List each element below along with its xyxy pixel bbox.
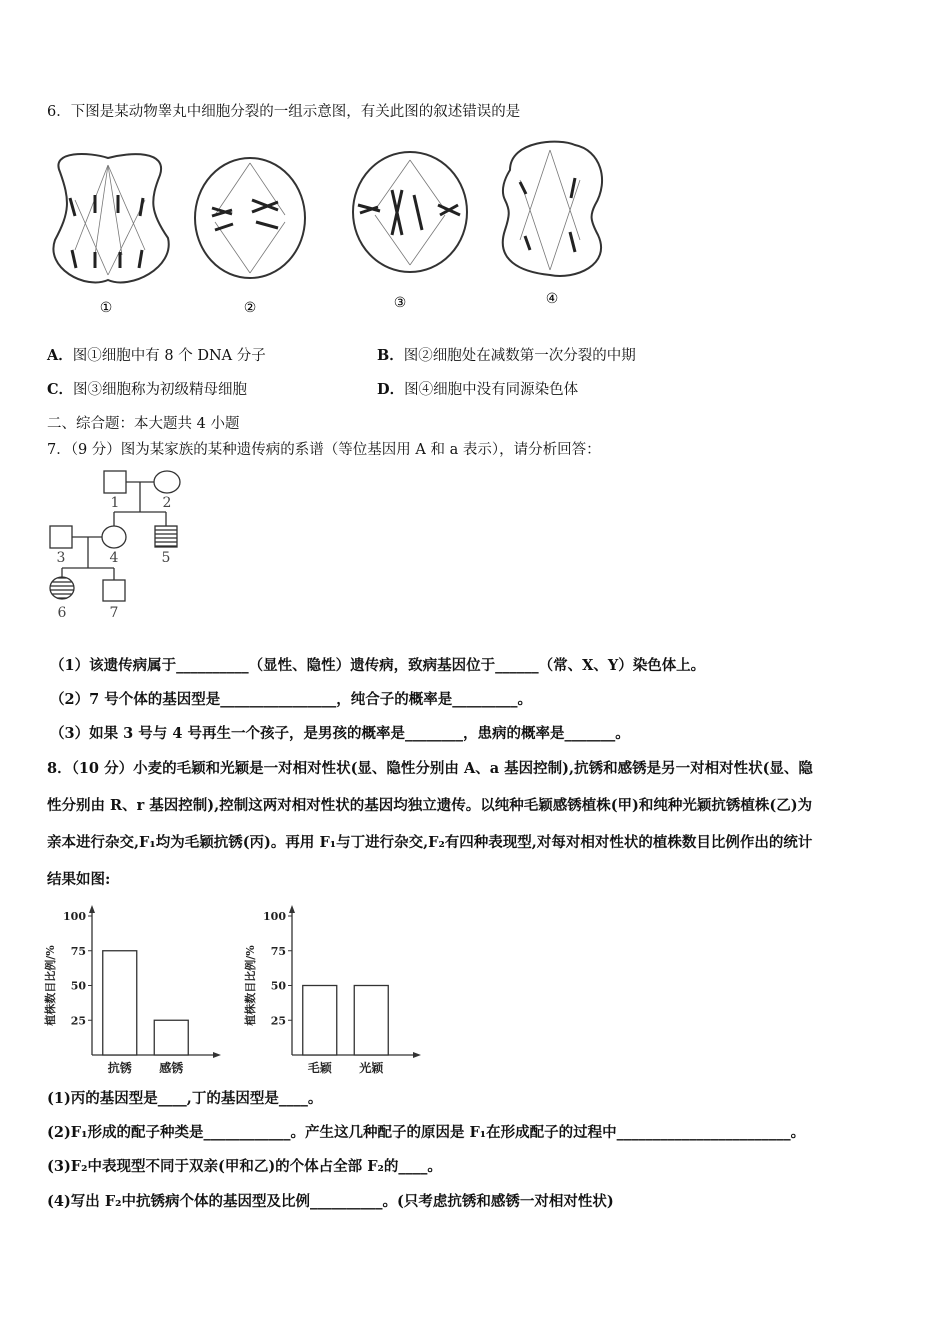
chart-glume-type (240, 900, 440, 1085)
q8-stem-line-3: 亲本进行杂交,F₁均为毛颖抗锈(丙)。再用 F₁与丁进行杂交,F₂有四种表现型,对每对相对性状的植株数目比例作出的统计 (47, 834, 813, 851)
section-2-title: 二、综合题：本大题共 4 小题 (47, 416, 240, 432)
q6-option-d-letter: D． (377, 381, 405, 398)
pedigree-individual-7 (103, 580, 125, 601)
cell-label-2: ② (243, 300, 257, 316)
q7-question-1: （1）该遗传病属于__________（显性、隐性）遗传病，致病基因位于______（常、X、Y）染色体上。 (50, 657, 706, 674)
q6-option-d-text: 图④细胞中没有同源染色体 (404, 382, 579, 398)
q7-question-2: （2）7 号个体的基因型是________________，纯合子的概率是_________。 (50, 691, 532, 708)
q8-stem-line-4: 结果如图: (47, 871, 111, 888)
y-tick-label-100: 100 (263, 910, 286, 923)
x-tick-label-感锈: 感锈 (159, 1061, 184, 1075)
pedigree-individual-4 (102, 526, 126, 548)
x-axis-arrow (213, 1052, 221, 1058)
pedigree-label-4: 4 (109, 550, 119, 566)
x-tick-label-毛颖: 毛颖 (307, 1061, 332, 1075)
x-tick-label-抗锈: 抗锈 (107, 1061, 132, 1075)
y-tick-label-75: 75 (70, 944, 86, 958)
y-axis-arrow (89, 905, 95, 913)
y-axis-label: 植株数目比例/% (44, 945, 57, 1026)
bar-毛颖 (303, 986, 337, 1056)
q7-question-3: （3）如果 3 号与 4 号再生一个孩子，是男孩的概率是________，患病的概率是_______。 (50, 725, 630, 742)
cell-label-4: ④ (545, 291, 559, 307)
y-tick-label-100: 100 (63, 910, 86, 923)
pedigree-label-6: 6 (57, 605, 67, 621)
q6-stem: 6．下图是某动物睾丸中细胞分裂的一组示意图，有关此图的叙述错误的是 (47, 104, 521, 120)
pedigree-label-2: 2 (162, 495, 172, 511)
q8-question-3: (3)F₂中表现型不同于双亲(甲和乙)的个体占全部 F₂的____。 (47, 1158, 442, 1175)
q8-stem-line-1: 8．（10 分）小麦的毛颖和光颖是一对相对性状(显、隐性分别由 A、a 基因控制),抗锈和感锈是另一对相对性状(显、隐 (47, 760, 813, 777)
q8-question-1: (1)丙的基因型是____,丁的基因型是____。 (47, 1090, 323, 1107)
q7-stem: 7．（9 分）图为某家族的某种遗传病的系谱（等位基因用 A 和 a 表示），请分析回答： (47, 442, 601, 458)
pedigree-label-5: 5 (161, 550, 171, 566)
y-axis-arrow (289, 905, 295, 913)
bar-光颖 (354, 986, 388, 1056)
y-tick-label-50: 50 (70, 979, 86, 993)
pedigree-individual-5 (155, 526, 177, 547)
y-tick-label-25: 25 (70, 1014, 86, 1028)
q8-stem-line-2: 性分别由 R、r 基因控制),控制这两对相对性状的基因均独立遗传。以纯种毛颖感锈植株(甲)和纯种光颖抗锈植株(乙)为 (47, 797, 813, 814)
q6-option-c-text: 图③细胞称为初级精母细胞 (73, 382, 248, 398)
pedigree-individual-3 (50, 526, 72, 548)
pedigree-individual-1 (104, 471, 126, 493)
q6-option-b-text: 图②细胞处在减数第一次分裂的中期 (403, 348, 636, 364)
q6-option-a-text: 图①细胞中有 8 个 DNA 分子 (72, 348, 266, 364)
q8-question-4: (4)写出 F₂中抗锈病个体的基因型及比例__________。(只考虑抗锈和感锈一对相对性状) (47, 1193, 614, 1210)
pedigree-chart (0, 0, 950, 640)
cell-label-1: ① (99, 300, 113, 316)
pedigree-individual-2 (154, 471, 180, 493)
x-axis-arrow (413, 1052, 421, 1058)
q8-question-2: (2)F₁形成的配子种类是____________。产生这几种配子的原因是 F₁在形成配子的过程中________________________。 (47, 1124, 806, 1141)
bar-感锈 (154, 1020, 188, 1055)
y-tick-label-50: 50 (270, 979, 286, 993)
y-axis-label: 植株数目比例/% (244, 945, 257, 1026)
chart-rust-resistance (40, 900, 240, 1085)
pedigree-label-7: 7 (109, 605, 119, 621)
x-tick-label-光颖: 光颖 (359, 1061, 384, 1075)
y-tick-label-25: 25 (270, 1014, 286, 1028)
pedigree-label-1: 1 (110, 495, 120, 511)
pedigree-label-3: 3 (56, 550, 66, 566)
q6-option-a-letter: A． (47, 347, 73, 364)
y-tick-label-75: 75 (270, 944, 286, 958)
q6-option-c-letter: C． (47, 381, 74, 398)
q6-option-b-letter: B． (377, 347, 404, 364)
pedigree-individual-6 (50, 577, 74, 599)
bar-抗锈 (103, 951, 137, 1055)
cell-label-3: ③ (393, 295, 407, 311)
